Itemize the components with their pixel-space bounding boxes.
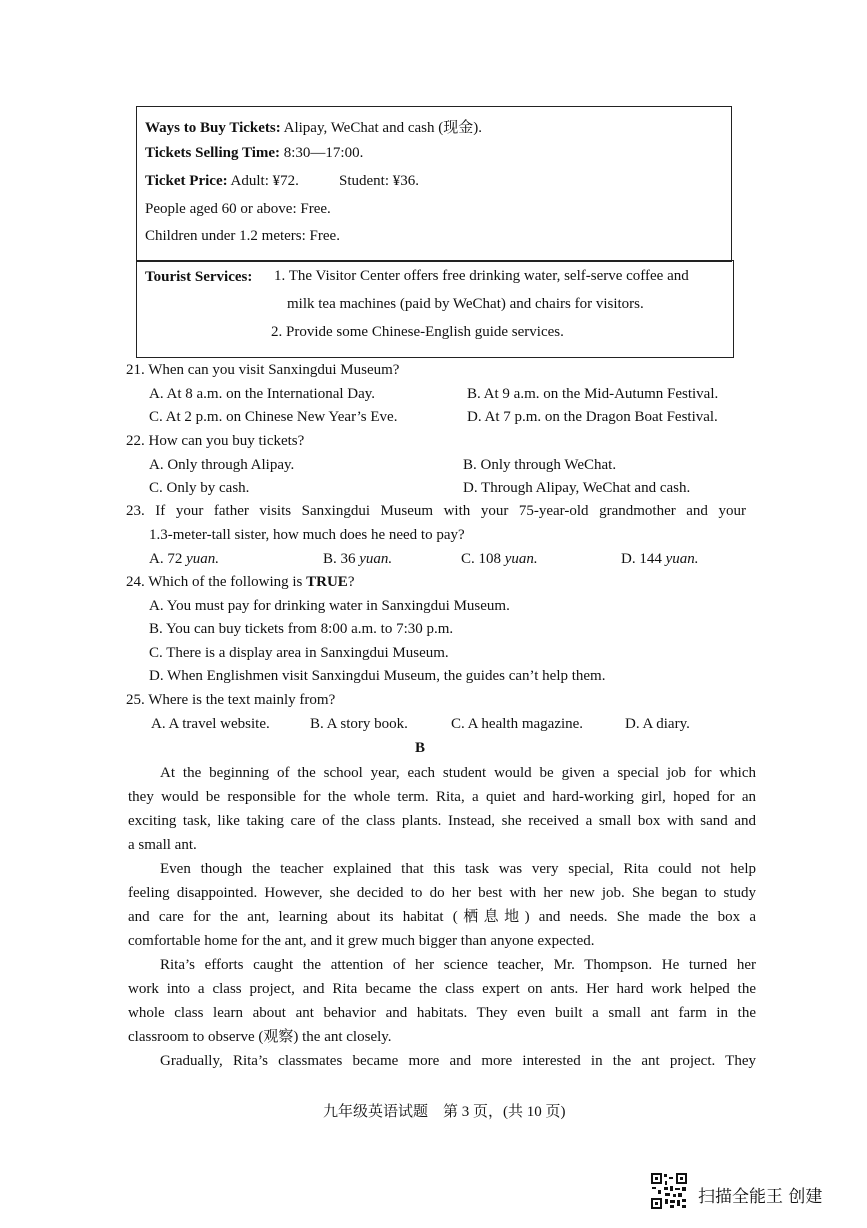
paragraph-line: they would be responsible for the whole term. Rita, a quiet and hard-working girl, hoped for an [128, 789, 756, 805]
paragraph-line: feeling disappointed. However, she decided to do her best with her new job. She began to study [128, 885, 756, 901]
paragraph-line: whole class learn about ant behavior and habitats. They even built a small ant farm in the [128, 1005, 756, 1021]
q25-option-a: A. A travel website. [151, 716, 270, 732]
ticket-price: Ticket Price: Adult: ¥72. [145, 173, 299, 189]
service-item-1: 1. The Visitor Center offers free drinking water, self-serve coffee and [274, 268, 689, 284]
q23-option-d: D. 144 yuan. [621, 551, 699, 567]
paragraph-line: exciting task, like taking care of the class plants. Instead, she received a small box with sand and [128, 813, 756, 829]
q24-option-b: B. You can buy tickets from 8:00 a.m. to 7:30 p.m. [149, 621, 454, 637]
q23-option-c: C. 108 yuan. [461, 551, 538, 567]
q25-option-b: B. A story book. [310, 716, 408, 732]
q21-option-a: A. At 8 a.m. on the International Day. [149, 386, 376, 402]
q24-option-d: D. When Englishmen visit Sanxingdui Museum, the guides can’t help them. [149, 668, 606, 684]
q24-option-c: C. There is a display area in Sanxingdui Museum. [149, 645, 449, 661]
paragraph-line: Gradually, Rita’s classmates became more and more interested in the ant project. They [160, 1053, 756, 1069]
q23-stem: 23. If your father visits Sanxingdui Museum with your 75-year-old grandmother and your [126, 503, 746, 519]
children-free: Children under 1.2 meters: Free. [145, 228, 340, 244]
q22-option-a: A. Only through Alipay. [149, 457, 295, 473]
services-label: Tourist Services: [145, 269, 253, 285]
scanner-watermark: 扫描全能王 创建 [698, 1187, 823, 1207]
ways-to-buy: Ways to Buy Tickets: Alipay, WeChat and cash (现金). [145, 120, 482, 136]
paragraph-line: comfortable home for the ant, and it grew much bigger than anyone expected. [128, 933, 595, 949]
paragraph-3 [128, 953, 756, 1049]
paragraph-line: classroom to observe (观察) the ant closely. [128, 1029, 392, 1045]
paragraph-4 [128, 1049, 756, 1073]
q21-option-d: D. At 7 p.m. on the Dragon Boat Festival. [467, 409, 718, 425]
q24-stem: 24. Which of the following is TRUE? [126, 574, 355, 590]
q22-option-d: D. Through Alipay, WeChat and cash. [463, 480, 691, 496]
paragraph-line: Rita’s efforts caught the attention of her science teacher, Mr. Thompson. He turned her [160, 957, 756, 973]
seniors-free: People aged 60 or above: Free. [145, 201, 331, 217]
q24-option-a: A. You must pay for drinking water in Sanxingdui Museum. [149, 598, 510, 614]
paragraph-line: At the beginning of the school year, each student would be given a special job for which [160, 765, 756, 781]
page-footer: 九年级英语试题 第 3 页，(共 10 页) [323, 1104, 566, 1120]
q22-option-c: C. Only by cash. [149, 480, 250, 496]
q21-option-c: C. At 2 p.m. on Chinese New Year’s Eve. [149, 409, 398, 425]
paragraph-line: and care for the ant, learning about its habitat (栖息地) and needs. She made the box a [128, 909, 756, 925]
q25-stem: 25. Where is the text mainly from? [126, 692, 336, 708]
q23-option-b: B. 36 yuan. [323, 551, 393, 567]
q25-option-c: C. A health magazine. [451, 716, 584, 732]
paragraph-line: work into a class project, and Rita became the class expert on ants. Her hard work helped the [128, 981, 756, 997]
q22-stem: 22. How can you buy tickets? [126, 433, 305, 449]
qr-code-icon [650, 1172, 688, 1210]
q25-option-d: D. A diary. [625, 716, 690, 732]
service-item-1-cont: milk tea machines (paid by WeChat) and chairs for visitors. [287, 296, 644, 312]
q22-option-b: B. Only through WeChat. [463, 457, 617, 473]
q23-option-a: A. 72 yuan. [149, 551, 220, 567]
section-heading: B [415, 740, 426, 756]
service-item-2: 2. Provide some Chinese-English guide services. [271, 324, 564, 340]
paragraph-line: a small ant. [128, 837, 197, 853]
selling-time: Tickets Selling Time: 8:30—17:00. [145, 145, 364, 161]
q21-stem: 21. When can you visit Sanxingdui Museum? [126, 362, 400, 378]
student-price: Student: ¥36. [339, 173, 420, 189]
paragraph-2 [128, 857, 756, 953]
paragraph-line: Even though the teacher explained that this task was very special, Rita could not help [160, 861, 756, 877]
q21-option-b: B. At 9 a.m. on the Mid-Autumn Festival. [467, 386, 719, 402]
paragraph-1 [128, 761, 756, 857]
q23-stem-cont: 1.3-meter-tall sister, how much does he need to pay? [149, 527, 465, 543]
